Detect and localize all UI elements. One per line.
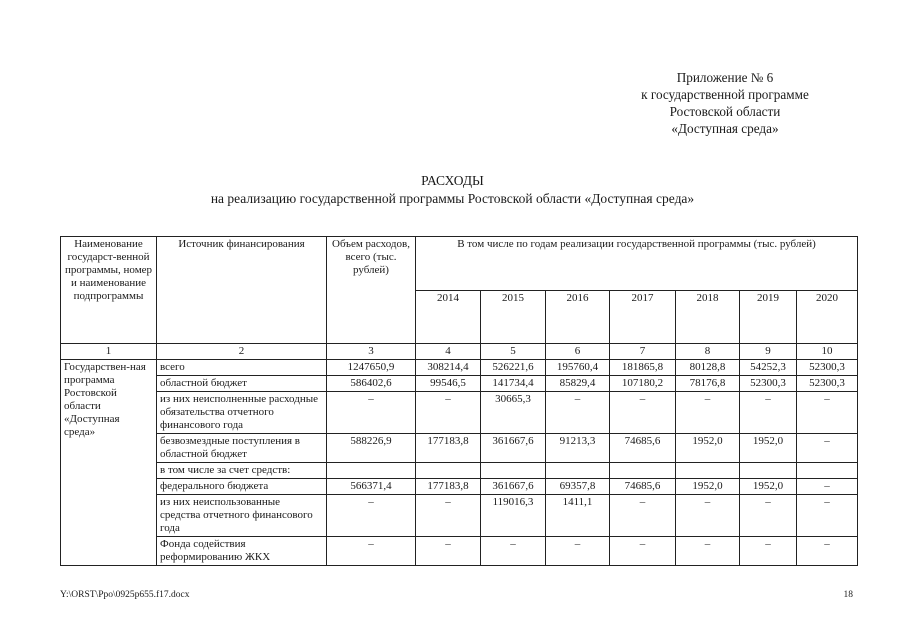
value-cell: –: [416, 495, 481, 537]
value-cell: 361667,6: [481, 479, 546, 495]
value-cell: 588226,9: [327, 434, 416, 463]
title-main: РАСХОДЫ: [421, 173, 484, 188]
column-number: 9: [740, 344, 797, 360]
source-cell: в том числе за счет средств:: [157, 463, 327, 479]
value-cell: 361667,6: [481, 434, 546, 463]
table-row: [61, 479, 858, 495]
value-cell: 85829,4: [546, 376, 610, 392]
source-cell: Фонда содействия реформированию ЖКХ: [157, 537, 327, 566]
value-cell: 586402,6: [327, 376, 416, 392]
table-row: [61, 376, 858, 392]
header-volume: Объем расходов, всего (тыс. рублей): [327, 237, 416, 344]
value-cell: [546, 463, 610, 479]
value-cell: 181865,8: [610, 360, 676, 376]
table-row: [61, 495, 858, 537]
value-cell: –: [327, 495, 416, 537]
value-cell: –: [327, 537, 416, 566]
value-cell: –: [610, 537, 676, 566]
value-cell: 80128,8: [676, 360, 740, 376]
value-cell: 69357,8: [546, 479, 610, 495]
source-cell: из них неиспользованные средства отчетного финансового года: [157, 495, 327, 537]
value-cell: 52300,3: [740, 376, 797, 392]
header-row: [61, 237, 858, 291]
column-number-row: [61, 344, 858, 360]
appendix-line: к государственной программе: [641, 87, 809, 102]
value-cell: –: [546, 392, 610, 434]
value-cell: 119016,3: [481, 495, 546, 537]
value-cell: 1411,1: [546, 495, 610, 537]
column-number: 7: [610, 344, 676, 360]
value-cell: 141734,4: [481, 376, 546, 392]
value-cell: 308214,4: [416, 360, 481, 376]
value-cell: 107180,2: [610, 376, 676, 392]
value-cell: 91213,3: [546, 434, 610, 463]
value-cell: 1952,0: [676, 479, 740, 495]
value-cell: 526221,6: [481, 360, 546, 376]
program-name: Государствен-ная программа Ростовской области «Доступная среда»: [61, 360, 157, 566]
value-cell: 52300,3: [797, 376, 858, 392]
value-cell: [676, 463, 740, 479]
value-cell: 177183,8: [416, 434, 481, 463]
source-cell: из них неисполненные расходные обязательства отчетного финансового года: [157, 392, 327, 434]
value-cell: –: [740, 537, 797, 566]
value-cell: –: [546, 537, 610, 566]
source-cell: федерального бюджета: [157, 479, 327, 495]
column-number: 6: [546, 344, 610, 360]
table-row: [61, 463, 858, 479]
value-cell: –: [740, 495, 797, 537]
document-title: [0, 172, 905, 208]
appendix-number: Приложение № 6: [676, 70, 774, 85]
column-number: 3: [327, 344, 416, 360]
appendix-line: «Доступная среда»: [671, 121, 779, 136]
table-row: [61, 360, 858, 376]
column-number: 10: [797, 344, 858, 360]
header-year: 2017: [610, 290, 676, 344]
header-name: Наименование государст-венной программы, номер и наименование подпрограммы: [61, 237, 157, 344]
source-cell: областной бюджет: [157, 376, 327, 392]
value-cell: 74685,6: [610, 479, 676, 495]
value-cell: 1247650,9: [327, 360, 416, 376]
value-cell: 54252,3: [740, 360, 797, 376]
header-year: 2020: [797, 290, 858, 344]
value-cell: –: [740, 392, 797, 434]
table-row: [61, 537, 858, 566]
value-cell: –: [416, 537, 481, 566]
header-year: 2014: [416, 290, 481, 344]
value-cell: [481, 463, 546, 479]
value-cell: –: [610, 392, 676, 434]
value-cell: [327, 463, 416, 479]
value-cell: 78176,8: [676, 376, 740, 392]
column-number: 1: [61, 344, 157, 360]
value-cell: 566371,4: [327, 479, 416, 495]
value-cell: 74685,6: [610, 434, 676, 463]
value-cell: –: [797, 495, 858, 537]
value-cell: [416, 463, 481, 479]
header-years-group: В том числе по годам реализации государственной программы (тыс. рублей): [416, 237, 858, 291]
value-cell: –: [797, 479, 858, 495]
expenses-table: [60, 236, 858, 566]
column-number: 4: [416, 344, 481, 360]
header-year: 2019: [740, 290, 797, 344]
appendix-block: [605, 69, 845, 137]
title-subtitle: на реализацию государственной программы Ростовской области «Доступная среда»: [210, 191, 695, 206]
column-number: 8: [676, 344, 740, 360]
value-cell: 177183,8: [416, 479, 481, 495]
file-path: Y:\ORST\Ppo\0925p655.f17.docx: [60, 590, 190, 600]
value-cell: 1952,0: [676, 434, 740, 463]
value-cell: [740, 463, 797, 479]
value-cell: [610, 463, 676, 479]
value-cell: 52300,3: [797, 360, 858, 376]
appendix-line: Ростовской области: [669, 104, 781, 119]
header-year: 2018: [676, 290, 740, 344]
value-cell: 1952,0: [740, 434, 797, 463]
value-cell: –: [676, 495, 740, 537]
header-year: 2015: [481, 290, 546, 344]
page-number: 18: [843, 590, 853, 600]
value-cell: –: [797, 434, 858, 463]
value-cell: –: [676, 537, 740, 566]
header-year: 2016: [546, 290, 610, 344]
header-source: Источник финансирования: [157, 237, 327, 344]
column-number: 2: [157, 344, 327, 360]
value-cell: –: [610, 495, 676, 537]
value-cell: –: [416, 392, 481, 434]
value-cell: 30665,3: [481, 392, 546, 434]
value-cell: –: [797, 537, 858, 566]
value-cell: 1952,0: [740, 479, 797, 495]
source-cell: безвозмездные поступления в областной бюджет: [157, 434, 327, 463]
value-cell: –: [481, 537, 546, 566]
value-cell: –: [676, 392, 740, 434]
value-cell: 99546,5: [416, 376, 481, 392]
table-row: [61, 434, 858, 463]
value-cell: 195760,4: [546, 360, 610, 376]
value-cell: –: [797, 392, 858, 434]
value-cell: [797, 463, 858, 479]
column-number: 5: [481, 344, 546, 360]
source-cell: всего: [157, 360, 327, 376]
table-row: [61, 392, 858, 434]
value-cell: –: [327, 392, 416, 434]
